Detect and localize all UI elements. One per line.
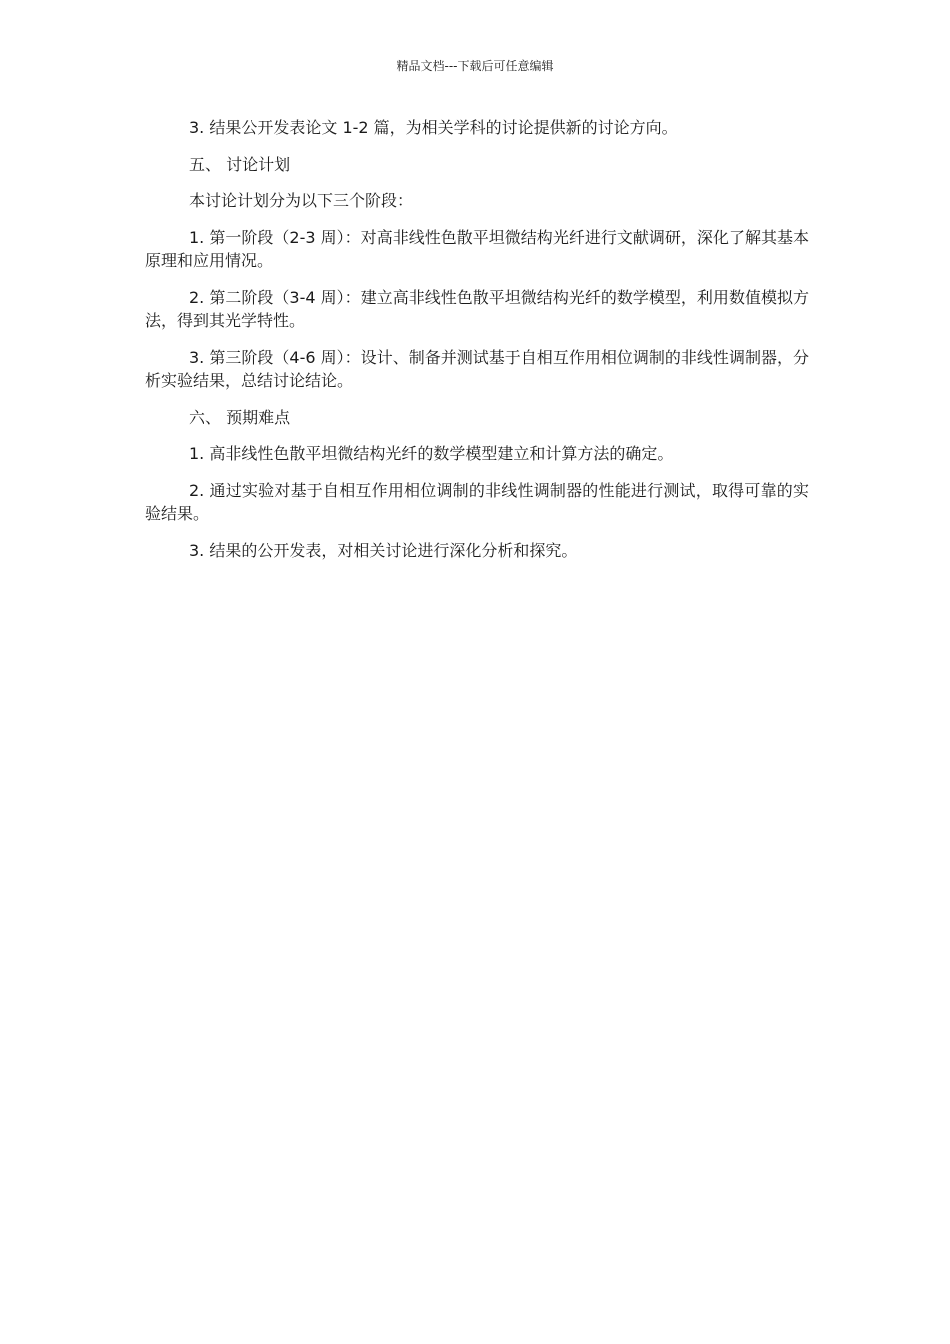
paragraph-difficulty-1: 1. 高非线性色散平坦微结构光纤的数学模型建立和计算方法的确定。 (189, 444, 674, 463)
paragraph-publication-result: 3. 结果公开发表论文 1-2 篇，为相关学科的讨论提供新的讨论方向。 (189, 118, 678, 137)
paragraph-stage-1: 1. 第一阶段（2-3 周）：对高非线性色散平坦微结构光纤进行文献调研，深化了解其基本原理和应用情况。 (145, 228, 809, 270)
paragraph-stage-2: 2. 第二阶段（3-4 周）：建立高非线性色散平坦微结构光纤的数学模型，利用数值模拟方法，得到其光学特性。 (145, 288, 809, 330)
paragraph-plan-intro: 本讨论计划分为以下三个阶段： (189, 191, 414, 210)
section-heading-difficulties: 六、 预期难点 (189, 408, 291, 427)
paragraph-difficulty-3: 3. 结果的公开发表，对相关讨论进行深化分析和探究。 (189, 541, 578, 560)
paragraph-difficulty-2: 2. 通过实验对基于自相互作用相位调制的非线性调制器的性能进行测试，取得可靠的实验结果。 (145, 481, 809, 523)
paragraph-stage-3: 3. 第三阶段（4-6 周）：设计、制备并测试基于自相互作用相位调制的非线性调制器，分析实验结果，总结讨论结论。 (145, 348, 809, 390)
page-header: 精品文档---下载后可任意编辑 (396, 59, 554, 73)
section-heading-plan: 五、 讨论计划 (189, 155, 291, 174)
document-body (145, 116, 809, 576)
